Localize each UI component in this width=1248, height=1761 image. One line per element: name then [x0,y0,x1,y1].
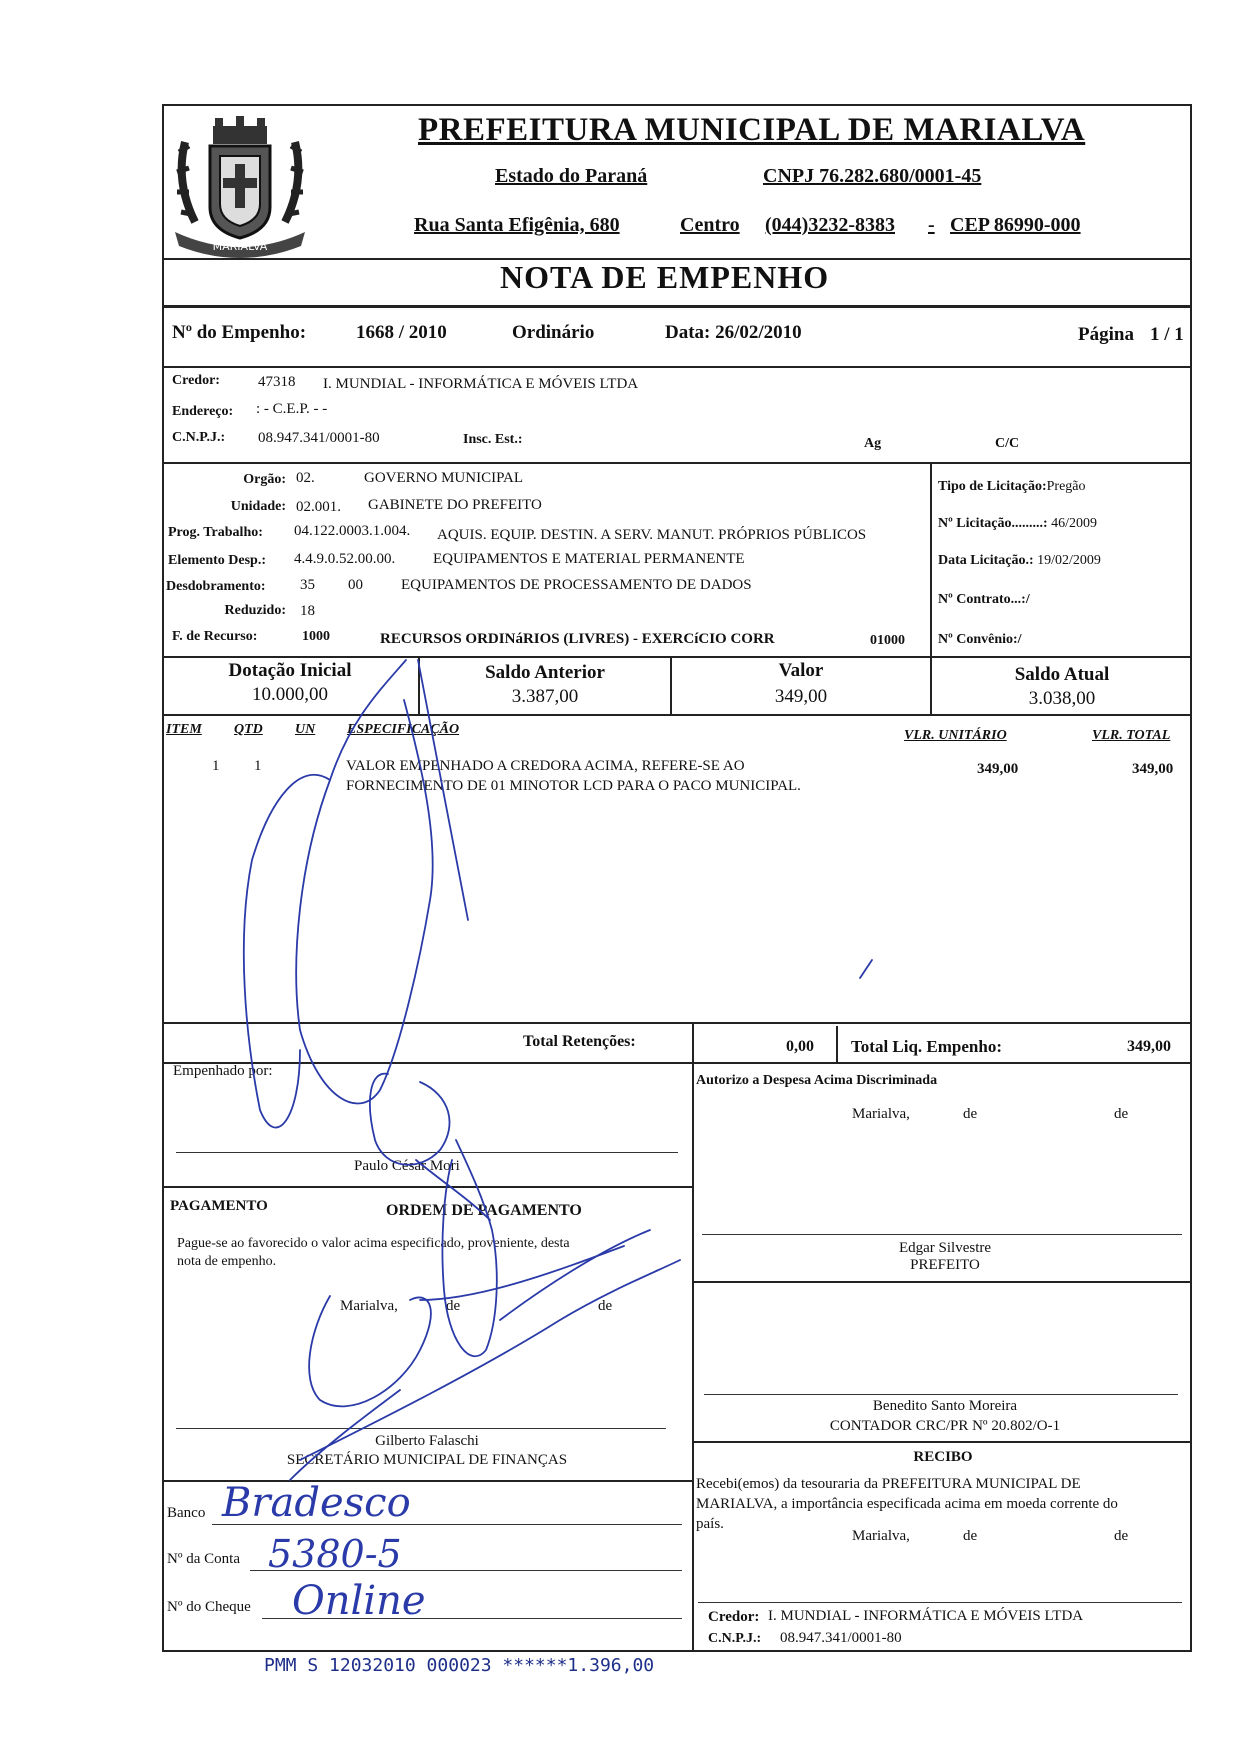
data-licitacao-value: 19/02/2009 [1037,553,1101,568]
saldo-anterior-label: Saldo Anterior [485,662,605,683]
header-cep: CEP 86990-000 [950,214,1081,236]
num-licitacao-label: Nº Licitação.........: 46/2009 [938,516,1097,531]
fonte-number: 01000 [870,633,905,648]
reduzido-code: 18 [300,603,315,619]
autorizo-city: Marialva, [852,1106,910,1122]
empenho-number-label: Nº do Empenho: [172,322,307,343]
row-unit-value: 349,00 [977,761,1019,777]
num-licitacao-value: 46/2009 [1051,516,1097,531]
reduzido-label: Reduzido: [224,603,286,618]
credor-label: Credor: [172,373,220,388]
recibo-de2: de [1114,1528,1129,1544]
row-item: 1 [212,758,220,774]
orgao-name: GOVERNO MUNICIPAL [364,470,524,486]
dotacao-label: Dotação Inicial [228,660,352,681]
banco-handwritten: Bradesco [222,1480,411,1526]
recibo-cnpj: 08.947.341/0001-80 [780,1630,902,1646]
recibo-text-line1: Recebi(emos) da tesouraria da PREFEITURA MUNICIPAL DE [696,1476,1081,1492]
conta-handwritten: 5380-5 [268,1532,402,1576]
elemento-name: EQUIPAMENTOS E MATERIAL PERMANENTE [433,551,745,567]
unidade-code: 02.001. [296,499,341,515]
credor-code: 47318 [258,374,296,390]
empenho-date: Data: 26/02/2010 [665,322,802,343]
prog-code: 04.122.0003.1.004. [294,523,411,539]
valor-label: Valor [778,660,824,681]
conta-label: Nº da Conta [167,1551,240,1567]
svg-text:MARIALVA: MARIALVA [212,240,268,253]
fonte-name: RECURSOS ORDINáRIOS (LIVRES) - EXERCíCIO CORR [380,631,775,647]
desdobramento-sub: 00 [348,577,363,593]
credor-name: I. MUNDIAL - INFORMÁTICA E MÓVEIS LTDA [323,376,639,392]
recibo-cnpj-label: C.N.P.J.: [708,1631,762,1646]
tipo-licitacao-value: Pregão [1046,479,1086,494]
pagamento-label: PAGAMENTO [170,1198,268,1214]
recibo-credor-name: I. MUNDIAL - INFORMÁTICA E MÓVEIS LTDA [768,1608,1084,1624]
autorizo-de2: de [1114,1106,1129,1122]
tipo-licitacao-label: Tipo de Licitação:Pregão [938,479,1086,494]
desdobramento-code: 35 [300,577,315,593]
address-value: : - C.E.P. - - [256,401,328,417]
recibo-text-line2: MARIALVA, a importância especificada acima em moeda corrente do [696,1496,1118,1512]
pagamento-de2: de [598,1298,613,1314]
orgao-code: 02. [296,470,315,486]
header-title: PREFEITURA MUNICIPAL DE MARIALVA [418,112,1086,148]
row-total-value: 349,00 [1132,761,1174,777]
convenio-label: Nº Convênio:/ [938,632,1022,647]
prefeito-name: Edgar Silvestre [898,1240,992,1256]
empenho-number: 1668 / 2010 [356,322,447,343]
contador-title: CONTADOR CRC/PR Nº 20.802/O-1 [829,1418,1061,1434]
col-un: UN [295,722,316,737]
total-retencoes-label: Total Retenções: [523,1033,636,1050]
col-vlr-unitario: VLR. UNITÁRIO [904,728,1007,743]
orgao-label: Orgão: [243,472,286,487]
page-label: Página [1078,324,1134,345]
col-qtd: QTD [234,722,263,737]
saldo-atual-value: 3.038,00 [1028,688,1096,709]
desdobramento-name: EQUIPAMENTOS DE PROCESSAMENTO DE DADOS [401,577,752,593]
elemento-label: Elemento Desp.: [168,553,266,568]
empenhado-name: Paulo César Mori [354,1158,460,1174]
fonte-label: F. de Recurso: [172,629,258,644]
banco-label: Banco [167,1505,206,1521]
secretario-name: Gilberto Falaschi [375,1433,479,1449]
header-phone: (044)3232-8383 [765,214,895,236]
recibo-text-line3: país. [696,1516,724,1532]
insc-label: Insc. Est.: [463,432,523,447]
recibo-label: RECIBO [913,1449,973,1465]
cheque-handwritten: Online [292,1578,426,1624]
unidade-name: GABINETE DO PREFEITO [368,497,542,513]
empenhado-label: Empenhado por: [173,1063,273,1079]
doc-title: NOTA DE EMPENHO [500,259,830,295]
saldo-anterior-value: 3.387,00 [511,686,579,707]
cnpj-value: 08.947.341/0001-80 [258,430,380,446]
saldo-atual-label: Saldo Atual [1014,664,1110,685]
contrato-label: Nº Contrato...:/ [938,592,1030,607]
recibo-credor-label: Credor: [708,1609,760,1625]
fonte-code: 1000 [302,629,330,644]
header-district: Centro [680,214,740,236]
contador-name: Benedito Santo Moreira [872,1398,1018,1414]
total-liquido-label: Total Liq. Empenho: [851,1037,1002,1056]
pagamento-text-line2: nota de empenho. [177,1254,277,1269]
bank-authentication-stamp: PMM S 12032010 000023 ******1.396,00 [264,1655,655,1676]
ordem-pagamento-label: ORDEM DE PAGAMENTO [386,1202,582,1219]
col-especificacao: ESPECIFICAÇÃO [347,722,460,737]
prog-label: Prog. Trabalho: [168,525,263,540]
pagamento-city: Marialva, [340,1298,398,1314]
ag-label: Ag [864,436,882,451]
col-vlr-total: VLR. TOTAL [1092,728,1171,743]
row-desc-line2: FORNECIMENTO DE 01 MINOTOR LCD PARA O PACO MUNICIPAL. [346,778,801,794]
prefeito-title: PREFEITO [910,1257,980,1273]
header-address: Rua Santa Efigênia, 680 [414,214,620,236]
row-desc-line1: VALOR EMPENHADO A CREDORA ACIMA, REFERE-SE AO [346,758,745,774]
secretario-title: SECRETÁRIO MUNICIPAL DE FINANÇAS [286,1452,568,1468]
header-state: Estado do Paraná [495,165,648,187]
recibo-de1: de [963,1528,978,1544]
total-liquido-value: 349,00 [1127,1038,1171,1055]
dotacao-value: 10.000,00 [252,684,328,705]
cc-label: C/C [995,436,1020,451]
recibo-city: Marialva, [852,1528,910,1544]
valor-value: 349,00 [774,686,828,707]
header-cnpj: CNPJ 76.282.680/0001-45 [763,165,982,187]
prog-name: AQUIS. EQUIP. DESTIN. A SERV. MANUT. PRÓPRIOS PÚBLICOS [437,527,867,543]
empenho-type: Ordinário [512,322,595,343]
row-qtd: 1 [254,758,262,774]
col-item: ITEM [166,722,202,737]
total-retencoes-value: 0,00 [786,1038,814,1055]
desdobramento-label: Desdobramento: [166,579,266,594]
header-dash: - [928,214,935,236]
page-number: 1 / 1 [1150,324,1184,345]
cnpj-label: C.N.P.J.: [172,430,226,445]
elemento-code: 4.4.9.0.52.00.00. [294,551,396,567]
address-label: Endereço: [172,404,234,419]
unidade-label: Unidade: [230,499,286,514]
pagamento-de1: de [446,1298,461,1314]
autorizo-de1: de [963,1106,978,1122]
autorizo-label: Autorizo a Despesa Acima Discriminada [696,1073,938,1088]
data-licitacao-label: Data Licitação.: 19/02/2009 [938,553,1101,568]
cheque-label: Nº do Cheque [167,1599,251,1615]
pagamento-text-line1: Pague-se ao favorecido o valor acima especificado, proveniente, desta [177,1236,570,1251]
